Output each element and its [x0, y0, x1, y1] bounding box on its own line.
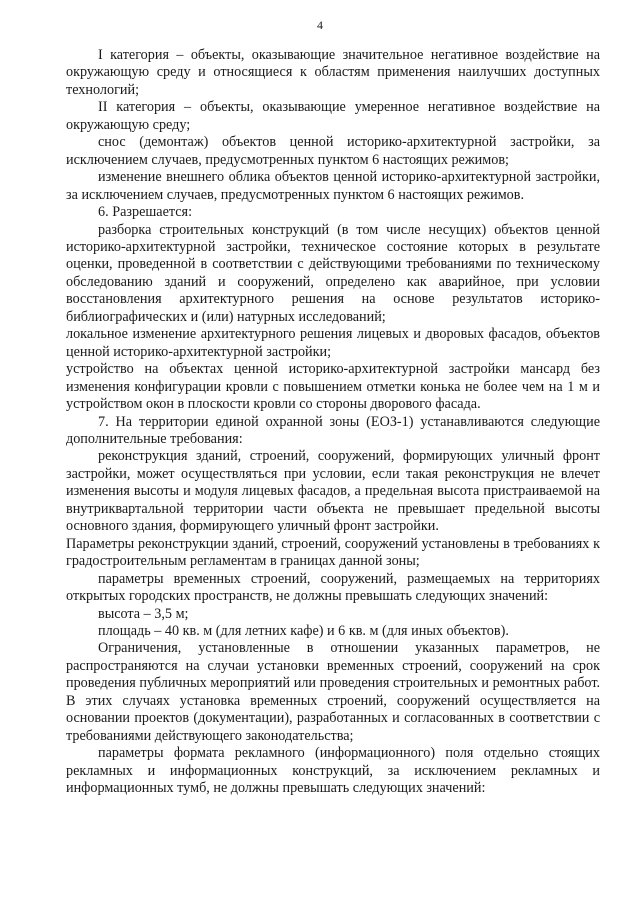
- paragraph-reconstruction-params: Параметры реконструкции зданий, строений, сооружений установлены в требованиях к градостроительным регламентам в границах данной зоны;: [66, 535, 600, 570]
- page-number: 4: [317, 18, 323, 32]
- paragraph-facade-change: локальное изменение архитектурного решения лицевых и дворовых фасадов, объектов ценной историко-архитектурной застройки;: [66, 326, 600, 360]
- paragraph-temporary-structures: параметры временных строений, сооружений, размещаемых на территориях открытых городских пространств, не должны превышать следующих значений:: [66, 570, 600, 605]
- paragraph-dismantling: разборка строительных конструкций (в том числе несущих) объектов ценной историко-архитектурной застройки, техническое состояние которых в результате оценки, проведенной в соответствии с действующими требованиями по техническому обследованию зданий и сооружений, определено как аварийное, при условии восстановления архитектурного решения на основе результатов историко-библиографических и (или) натурных исследований;: [66, 221, 600, 325]
- paragraph-category-2: II категория – объекты, оказывающие умеренное негативное воздействие на окружающую среду;: [66, 99, 600, 133]
- section-7-heading: 7. На территории единой охранной зоны (ЕОЗ-1) устанавливаются следующие дополнительные требования:: [66, 413, 600, 447]
- paragraph-demolition: снос (демонтаж) объектов ценной историко-архитектурной застройки, за исключением случаев, предусмотренных пунктом 6 настоящих режимов;: [66, 134, 600, 168]
- section-6-heading: 6. Разрешается:: [98, 204, 193, 221]
- paragraph-attic: устройство на объектах ценной историко-архитектурной застройки мансард без изменения конфигурации кровли с повышением отметки конька не более чем на 1 м и устройством окон в плоскости кровли со стороны дворового фасада.: [66, 361, 600, 413]
- paragraph-advertising-format: параметры формата рекламного (информационного) поля отдельно стоящих рекламных и информационных конструкций, за исключением рекламных и информационных тумб, не должны превышать следующих значений:: [66, 745, 600, 797]
- document-body: [66, 47, 600, 797]
- paragraph-appearance-change: изменение внешнего облика объектов ценной историко-архитектурной застройки, за исключением случаев, предусмотренных пунктом 6 настоящих режимов.: [66, 169, 600, 203]
- paragraph-category-1: I категория – объекты, оказывающие значительное негативное воздействие на окружающую среду и относящиеся к областям применения наилучших доступных технологий;: [66, 47, 600, 98]
- paragraph-restrictions: Ограничения, установленные в отношении указанных параметров, не распространяются на случаи установки временных строений, сооружений на срок проведения публичных мероприятий или проведения строительных и ремонтных работ. В этих случаях установка временных строений, сооружений осуществляется на основании проектов (документации), разработанных и согласованных в соответствии с требованиями действующего законодательства;: [66, 640, 600, 744]
- paragraph-reconstruction: реконструкция зданий, строений, сооружений, формирующих уличный фронт застройки, может осуществляться при условии, если такая реконструкция не влечет изменения высоты и модуля лицевых фасадов, а предельная высота пристраиваемой на внутриквартальной территории части объекта не превышает предельной высоты основного здания, формирующего уличный фронт застройки.: [66, 448, 600, 535]
- paragraph-area-limit: площадь – 40 кв. м (для летних кафе) и 6 кв. м (для иных объектов).: [98, 622, 509, 639]
- paragraph-height-limit: высота – 3,5 м;: [98, 605, 189, 622]
